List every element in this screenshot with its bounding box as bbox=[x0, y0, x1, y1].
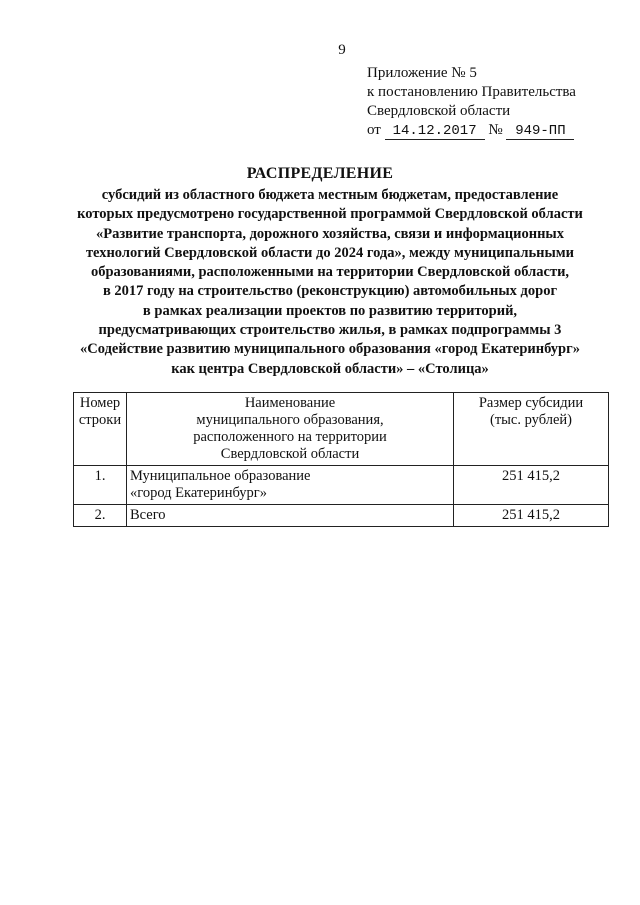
subtitle-line: в 2017 году на строительство (реконструкцию) автомобильных дорог bbox=[102, 283, 558, 300]
appendix-line-2: к постановлению Правительства bbox=[367, 84, 576, 100]
appendix-line-1: Приложение № 5 bbox=[367, 65, 477, 81]
subtitle-line: субсидий из областного бюджета местным бюджетам, предоставление bbox=[101, 187, 559, 203]
row-amount: 251 415,2 bbox=[454, 466, 609, 505]
row-number: 1. bbox=[74, 466, 127, 505]
header-text: строки bbox=[78, 412, 122, 428]
subtitle-line: которых предусмотрено государственной программой Свердловской области bbox=[77, 206, 583, 223]
subtitle-line: «Содействие развитию муниципального образования «город Екатеринбург» bbox=[80, 341, 580, 358]
subtitle-line: образованиями, расположенными на территории Свердловской области, bbox=[90, 264, 570, 281]
subtitle-line: «Развитие транспорта, дорожного хозяйства, связи и информационных bbox=[95, 225, 564, 242]
row-municipality bbox=[127, 466, 454, 505]
appendix-line-3: Свердловской области bbox=[367, 103, 511, 119]
header-municipality bbox=[127, 393, 454, 466]
header-text: расположенного на территории bbox=[193, 429, 387, 445]
decree-date: 14.12.2017 bbox=[385, 124, 485, 140]
row-amount: 251 415,2 bbox=[454, 505, 609, 527]
header-subsidy-amount bbox=[454, 393, 609, 466]
document-title: РАСПРЕДЕЛЕНИЕ bbox=[246, 165, 394, 182]
cell-text: «город Екатеринбург» bbox=[130, 485, 267, 501]
row-number: 2. bbox=[74, 505, 127, 527]
appendix-block bbox=[367, 64, 576, 140]
subtitle-line: технологий Свердловской области до 2024 года», между муниципальными bbox=[85, 244, 575, 261]
header-text: Наименование bbox=[244, 395, 336, 411]
number-label: № bbox=[488, 122, 503, 138]
header-row-number bbox=[74, 393, 127, 466]
header-text: Свердловской области bbox=[220, 446, 360, 462]
row-municipality: Всего bbox=[127, 505, 454, 527]
header-text: Номер bbox=[79, 395, 121, 411]
header-text: Размер субсидии bbox=[478, 395, 584, 411]
subtitle-line: предусматривающих строительство жилья, в рамках подпрограммы 3 bbox=[98, 322, 562, 339]
distribution-table bbox=[73, 392, 609, 527]
table-row bbox=[74, 505, 609, 527]
from-label: от bbox=[367, 122, 381, 138]
page-number: 9 bbox=[338, 42, 346, 58]
decree-number: 949-ПП bbox=[506, 124, 574, 140]
header-text: муниципального образования, bbox=[196, 412, 384, 428]
subtitle-line: в рамках реализации проектов по развитию территорий, bbox=[142, 302, 518, 319]
table-header-row bbox=[74, 393, 609, 466]
subtitle-line: как центра Свердловской области» – «Столица» bbox=[171, 360, 489, 377]
cell-text: Муниципальное образование bbox=[130, 468, 311, 484]
document-subtitle bbox=[70, 186, 590, 379]
header-text: (тыс. рублей) bbox=[490, 412, 572, 428]
table-row bbox=[74, 466, 609, 505]
appendix-date-line bbox=[367, 121, 576, 140]
